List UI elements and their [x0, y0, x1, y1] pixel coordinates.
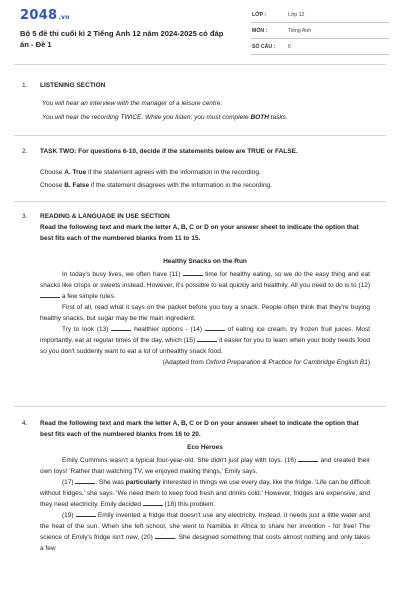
paragraph: [40, 324, 370, 357]
text: . She designed something that costs almost nothing and only takes a few: [40, 534, 370, 552]
source-citation: [40, 357, 370, 368]
section-instruction: Read the following text and mark the letter A, B, C or D on your answer sheet to indicate the option that best fits each of the numbered blanks from 16 to 20.: [40, 420, 359, 438]
meta-value: Lớp 12: [288, 12, 305, 18]
text: ): [367, 359, 370, 366]
section-number: 3.: [22, 213, 28, 220]
answer-blank: [111, 324, 131, 331]
answer-blank: [183, 269, 203, 276]
answer-blank: [143, 499, 163, 506]
text: . She was: [95, 479, 124, 486]
document-title: Bộ 5 đề thi cuối kì 2 Tiếng Anh 12 năm 2024-2025 có đáp án - Đề 1: [20, 29, 224, 49]
paragraph: [40, 477, 370, 510]
line-text: tasks.: [270, 114, 288, 121]
answer-blank: [197, 335, 217, 342]
source-title: Oxford Preparation & Practice for Cambridge English B1: [205, 359, 368, 366]
meta-key: LỚP :: [252, 12, 267, 18]
section-2-line-1: [40, 167, 370, 178]
line-text: if the statement disagrees with the information in the recording.: [90, 182, 272, 189]
logo-suffix: .vn: [58, 14, 70, 21]
emphasis-text: particularly: [125, 479, 161, 486]
divider: [14, 406, 386, 407]
line-text: Choose: [40, 182, 63, 189]
meta-key: SỐ CÂU :: [252, 44, 276, 50]
section-number: 4.: [22, 420, 28, 427]
meta-row-class: [250, 7, 390, 23]
text: Try to look (13): [62, 326, 109, 333]
line-text: Choose: [40, 169, 63, 176]
site-logo[interactable]: [20, 8, 70, 23]
emphasis-text: BOTH: [250, 114, 269, 121]
text: and created their own toys! 'Rather than watching TV, we enjoyed making things,' Emily says.: [40, 457, 370, 475]
text: (19): [62, 512, 74, 519]
text: interested in things we use every day, like the fridge. 'Life can be difficult without fridges,' she says. 'We need them to keep food fresh and drinks cold.' However, fridges are expensive, and they need electricity. Emily decided: [40, 479, 370, 508]
paragraph: [40, 455, 370, 477]
line-text: You will hear the recording TWICE. While you listen, you must complete: [42, 114, 249, 121]
answer-blank: [76, 510, 96, 517]
text: a few simple rules.: [61, 293, 116, 300]
option-label: B. False: [64, 182, 90, 189]
option-label: A. True: [64, 169, 87, 176]
text: In today's busy lives, we often have (11): [62, 271, 181, 278]
line-text: if the statement agrees with the information in the recording.: [88, 169, 261, 176]
section-1-line-1: You will hear an interview with the manager of a leisure centre.: [42, 100, 223, 107]
passage-body: [40, 269, 370, 368]
meta-row-count: [250, 39, 390, 55]
section-2-line-2: [40, 180, 370, 191]
text: it easier for you to learn when your body needs food so you don't suddenly want to eat a lot of unhealthy snack food.: [40, 337, 370, 355]
answer-blank: [40, 291, 60, 298]
answer-blank: [205, 324, 225, 331]
paragraph: First of all, read what it says on the packet before you buy a snack. People often think that they're buying healthy snacks, but sugar may be the main ingredient.: [40, 304, 370, 322]
paragraph: [40, 269, 370, 302]
text: (18) this problem.: [164, 501, 216, 508]
meta-value: 6: [288, 44, 291, 50]
divider: [14, 135, 386, 136]
text: time for healthy eating, so we do the easy thing and eat snacks like crisps or sweets instead. However, it's possible to eat quickly and healthily. All you need to do is to (12): [40, 271, 370, 289]
section-title: LISTENING SECTION: [40, 82, 106, 89]
passage-title: Healthy Snacks on the Run: [163, 258, 247, 265]
divider: [14, 201, 386, 202]
section-title: TASK TWO: For questions 6-10, decide if the statements below are TRUE or FALSE.: [40, 148, 298, 155]
section-1-line-2: [42, 112, 372, 123]
meta-value: Tiếng Anh: [288, 28, 312, 34]
text: healthier options - (14): [134, 326, 203, 333]
section-number: 1.: [22, 82, 28, 89]
text: Emily Cummins wasn't a typical four-year-old. She didn't just play with toys. (16): [62, 457, 297, 464]
text: of eating ice cream, try frozen fruit juices. Most importantly, eat at regular times of the day, which (15): [40, 326, 371, 344]
passage-title: Eco Heroes: [187, 444, 223, 451]
text: (17): [62, 479, 74, 486]
passage-body: [40, 455, 370, 554]
text: (Adapted from: [162, 359, 204, 366]
paragraph: [40, 510, 370, 554]
meta-row-subject: [250, 23, 390, 39]
section-title: READING & LANGUAGE IN USE SECTION: [40, 213, 170, 220]
section-instruction: Read the following text and mark the letter A, B, C or D on your answer sheet to indicate the option that best fits each of the numbered blanks from 11 to 15.: [40, 224, 359, 242]
page-header: [0, 0, 400, 62]
answer-blank: [298, 455, 318, 462]
section-number: 2.: [22, 148, 28, 155]
text: Emily invented a fridge that doesn't use any electricity. Instead, it needs just a little water and the heat of the sun. When she left school, she went to Namibia in Africa to share her invention - for free! The science of Emily's fridge isn't new, (20): [40, 512, 370, 541]
answer-blank: [155, 532, 175, 539]
meta-key: MÔN :: [252, 28, 268, 34]
answer-blank: [75, 477, 95, 484]
logo-main: 2048: [20, 8, 58, 23]
meta-table: [250, 7, 390, 55]
divider: [14, 64, 386, 65]
